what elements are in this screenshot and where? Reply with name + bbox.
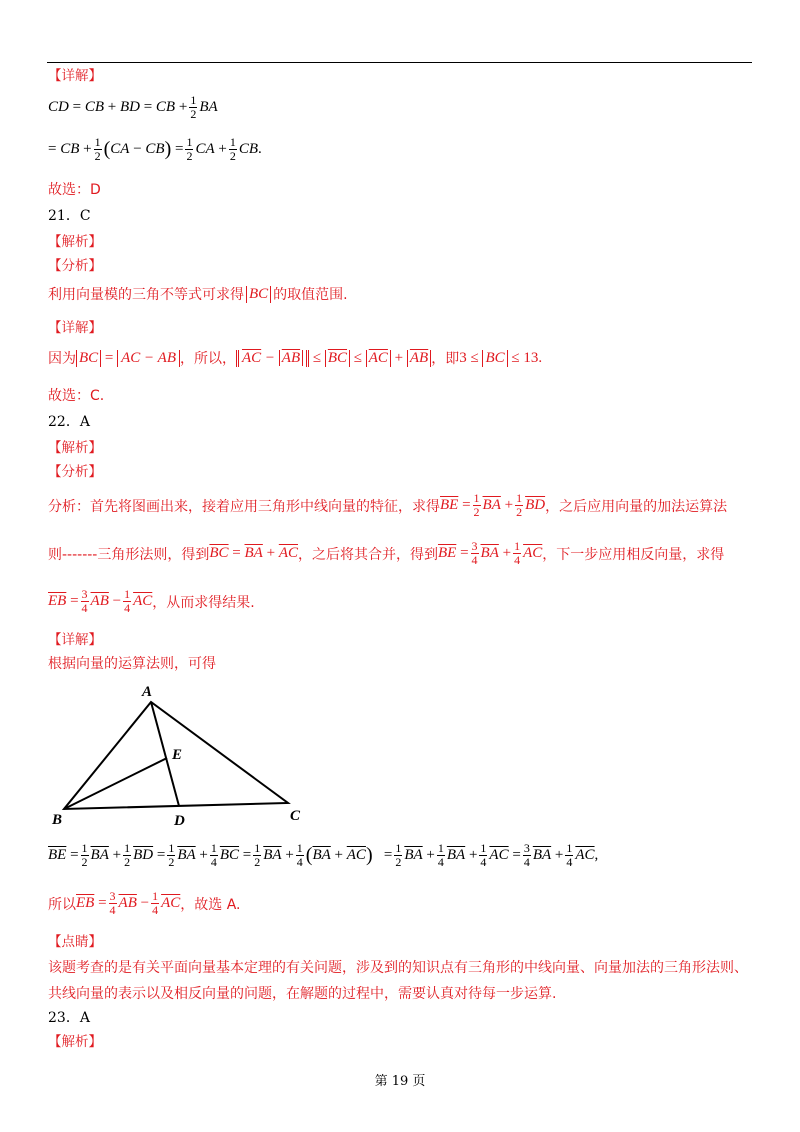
label-a: A [142,684,153,700]
q22-analysis-line3: $\overline{EB}$ = $\frac{3}{4}$ $\overline{AB}$ − $\frac{1}{4}$ $\overline{AC}$ ，从而求得结果. [48,587,255,615]
jiexi-tag-q22: 【解析】 [48,440,102,456]
detail-tag: 【详解】 [48,68,102,84]
jiexi-tag: 【解析】 [48,234,102,250]
q22-comment-line1: 该题考查的是有关平面向量基本定理的有关问题，涉及到的知识点有三角形的中线向量、向量加法的三角形法则、 [48,960,748,976]
label-c: C [290,808,301,824]
triangle-figure [48,680,328,830]
q22-detail-eq: $\overline{BE}$ = $\frac{1}{2}$ $\overline{BA}$ + $\frac{1}{2}$ $\overline{BD}$ = $\frac{1}{2}$ $\overline{BA}$ + $\frac{1}{4}$ $\overline{BC}$ = $\frac{1}{2}$ $\overline{BA}$ + $\frac{1}{4}$ ( $\overline{BA}$ + $\overline{AC}$ ) = $\frac{1}{2}$ $\overline{BA}$ + $\frac{1}{4}$ $\overline{BA}$ + $\frac{1}{4}$ $\overline{AC}$ = $\frac{3}{4}$ $\overline{BA}$ + $\frac{1}{4}$ $\overline{AC}$ , [48,841,599,869]
q22-analysis-line1: 分析：首先将图画出来，接着应用三角形中线向量的特征，求得 $\overline{BE}$ = $\frac{1}{2}$ $\overline{BA}$ + $\frac{1}{2}$ $\overline{BD}$ ，之后应用向量的加法运算法 [48,491,728,519]
q20-eq-line1: CD = CB + BD = CB + $\frac{1}{2}$ BA [48,93,218,121]
q22-analysis-line2: 则-------三角形法则，得到 $\overline{BC}$ = $\overline{BA}$ + $\overline{AC}$ ，之后将其合并，得到 $\overline{BE}$ = $\frac{3}{4}$ $\overline{BA}$ + $\frac{1}{4}$ $\overline{AC}$ ，下一步应用相反向量，求得 [48,539,725,567]
page-number: 第 19 页 [374,1074,426,1089]
q21-detail: 因为 BC = AC − AB ，所以， $\overline{AC} - \overline{AB}$ ≤ $\overline{BC}$ ≤ $\overline{AC}$ + $\overline{AB}$ ，即 3 ≤ BC ≤ 13 . [48,349,543,367]
q23-header: 23．A [48,1010,90,1026]
label-e: E [172,747,183,763]
detail-tag-q22: 【详解】 [48,632,102,648]
label-b: B [52,812,63,828]
dianjing-tag: 【点睛】 [48,934,102,950]
detail-tag-q21: 【详解】 [48,320,102,336]
q22-detail-intro: 根据向量的运算法则，可得 [48,656,216,672]
jiexi-tag-q23: 【解析】 [48,1034,102,1050]
q20-eq-line2: = CB + $\frac{1}{2}$ ( CA − CB ) = $\frac{1}{2}$ CA + $\frac{1}{2}$ CB . [48,135,262,163]
fenxi-tag-q22: 【分析】 [48,464,102,480]
segment-be [64,758,167,809]
q20-answer: 故选：D [48,182,101,198]
q21-header: 21．C [48,208,91,224]
fenxi-tag: 【分析】 [48,258,102,274]
q21-analysis: 利用向量模的三角不等式可求得 BC 的取值范围. [48,285,348,303]
q22-header: 22．A [48,414,90,430]
q22-comment-line2: 共线向量的表示以及相反向量的问题，在解题的过程中，需要认真对待每一步运算. [48,986,557,1002]
q21-answer: 故选：C. [48,388,105,404]
label-d: D [174,813,185,829]
header-rule [47,62,752,63]
q22-final: 所以 $\overline{EB}$ = $\frac{3}{4}$ $\overline{AB}$ − $\frac{1}{4}$ $\overline{AC}$ ，故选 A. [48,889,241,917]
